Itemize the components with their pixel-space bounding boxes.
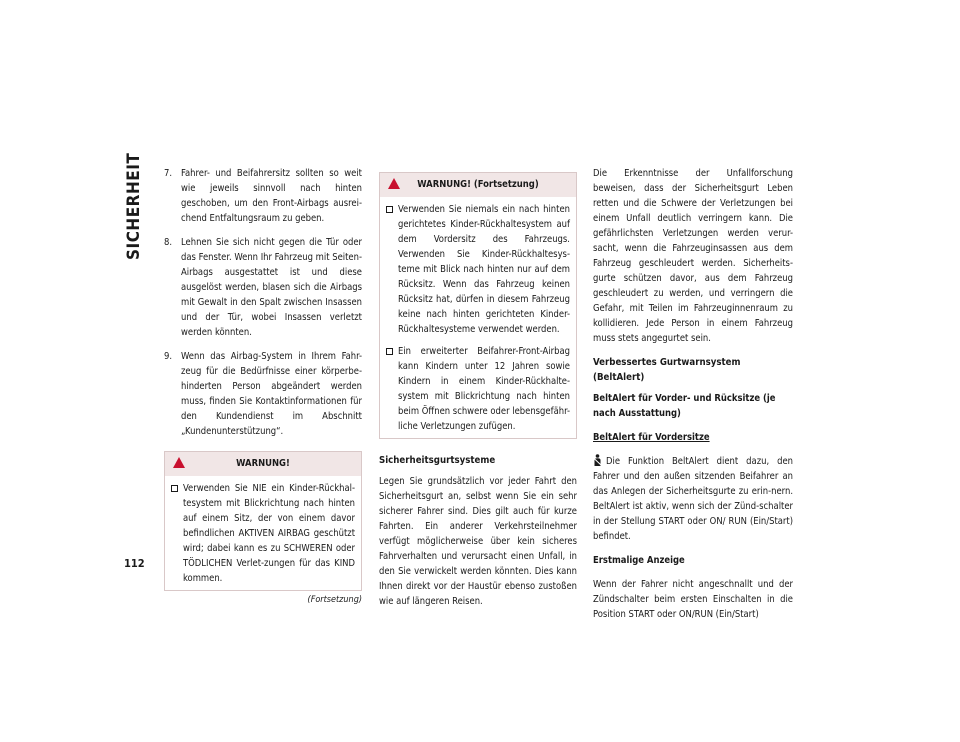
warning-triangle-icon xyxy=(388,178,400,189)
subsubheading: BeltAlert für Vordersitze xyxy=(593,432,710,443)
paragraph-text: Die Funktion BeltAlert dient dazu, den Fahrer und den außen sitzenden Beifahrer an das Anlegen der Sicherheitsgurte zu erin-nern. BeltAlert ist aktiv, wenn sich der Zünd-schalter in der Stellung START oder ON/ RUN (Ein/Start) befindet. xyxy=(593,456,793,542)
subheading: Erstmalige Anzeige xyxy=(593,555,685,566)
warning-title: WARNUNG! xyxy=(236,458,290,469)
warning-bullet xyxy=(386,344,570,434)
page-number: 112 xyxy=(124,557,145,570)
paragraph: Wenn der Fahrer nicht angeschnallt und der Zündschalter beim ersten Einschalten in die Position START oder ON/RUN (Ein/Start) xyxy=(593,579,793,620)
warning-body xyxy=(165,476,361,590)
list-item xyxy=(164,235,362,340)
warning-box xyxy=(379,172,577,439)
warning-bullet-text: Verwenden Sie NIE ein Kinder-Rückhal-tesystem mit Blickrichtung nach hinten auf einem Sitz, der von einem davor befindlichen AKTIVEN AIRBAG geschützt wird; dabei kann es zu SCHWEREN oder TÖDLICHEN Verlet-zungen für das KIND kommen. xyxy=(183,483,355,584)
warning-bullet xyxy=(171,481,355,586)
section-tab xyxy=(124,152,150,262)
section-tab-label: SICHERHEIT xyxy=(124,152,144,260)
list-item-text: Lehnen Sie sich nicht gegen die Tür oder das Fenster. Wenn Ihr Fahrzeug mit Seiten-Airbags ausgestattet ist und diese ausgelöst werden, blasen sich die Airbags mit Gewalt in den Spalt zwischen Insassen und der Tür, wobei Insassen verletzt werden könnten. xyxy=(181,237,362,338)
checkbox-bullet-icon xyxy=(386,348,393,355)
subheading: BeltAlert für Vorder- und Rücksitze (je nach Ausstattung) xyxy=(593,393,776,419)
warning-body xyxy=(380,197,576,438)
paragraph xyxy=(593,454,793,544)
list-item-text: Wenn das Airbag-System in Ihrem Fahr-zeug für die Bedürfnisse einer körperbe-hinderten Person abgeändert werden muss, finden Sie Kontaktinformationen für den Kundendienst im Abschnitt „Kundenunterstützung“. xyxy=(181,351,362,437)
warning-header xyxy=(380,173,576,197)
warning-bullet-text: Ein erweiterter Beifahrer-Front-Airbag kann Kindern unter 12 Jahren sowie Kindern in einem Kinder-Rückhalte-system mit Blickrichtung nach hinten beim Öffnen schwere oder lebensgefähr-liche Verletzungen zufügen. xyxy=(398,346,570,432)
list-item-number: 9. xyxy=(164,351,173,362)
column-2 xyxy=(379,172,577,618)
seatbelt-icon xyxy=(593,454,602,466)
warning-header xyxy=(165,452,361,476)
warning-bullet xyxy=(386,202,570,337)
list-item-text: Fahrer- und Beifahrersitz sollten so weit wie jeweils sinnvoll nach hinten geschoben, um den Front-Airbags ausrei-chend Entfaltungsraum zu geben. xyxy=(181,168,362,224)
warning-triangle-icon xyxy=(173,457,185,468)
list-item xyxy=(164,166,362,226)
paragraph: Legen Sie grundsätzlich vor jeder Fahrt den Sicherheitsgurt an, selbst wenn Sie ein sehr sicherer Fahrer sind. Dies gilt auch für kurze Fahrten. Ein anderer Verkehrsteilnehmer verfügt möglicherweise über kein sicheres Fahrverhalten und verursacht einen Unfall, in den Sie verwickelt werden könnten. Dies kann Ihnen direkt vor der Haustür ebenso zustoßen wie auf längeren Reisen. xyxy=(379,476,577,607)
column-1 xyxy=(164,166,362,608)
list-item xyxy=(164,349,362,439)
list-item-number: 8. xyxy=(164,237,173,248)
list-item-number: 7. xyxy=(164,168,173,179)
checkbox-bullet-icon xyxy=(171,485,178,492)
warning-bullet-text: Verwenden Sie niemals ein nach hinten gerichtetes Kinder-Rückhaltesystem auf dem Vordersitz des Fahrzeugs. Verwenden Sie Kinder-Rückhaltesys-teme mit Blick nach hinten nur auf dem Rücksitz. Wenn das Fahrzeug keinen Rücksitz hat, dürfen in diesem Fahrzeug keine nach hinten gerichteten Kinder-Rückhaltesysteme verwendet werden. xyxy=(398,204,570,335)
column-3 xyxy=(593,166,793,631)
warning-box xyxy=(164,451,362,591)
paragraph: Die Erkenntnisse der Unfallforschung beweisen, dass der Sicherheitsgurt Leben retten und die Schwere der Verletzungen bei einem Unfall deutlich verringern kann. Die gefährlichsten Verletzungen werden verur-sacht, wenn die Fahrzeuginsassen aus dem Fahrzeug geschleudert werden. Sicherheits-gurte schützen davor, aus dem Fahrzeug geschleudert zu werden, und verringern die Gefahr, mit Teilen im Fahrzeuginnenraum zu kollidieren. Jede Person in einem Fahrzeug muss stets angegurtet sein. xyxy=(593,168,793,344)
section-heading: Sicherheitsgurtsysteme xyxy=(379,455,496,466)
continued-note: (Fortsetzung) xyxy=(307,595,362,605)
section-heading: Verbessertes Gurtwarnsystem (BeltAlert) xyxy=(593,357,741,383)
checkbox-bullet-icon xyxy=(386,206,393,213)
warning-title: WARNUNG! (Fortsetzung) xyxy=(417,179,539,190)
